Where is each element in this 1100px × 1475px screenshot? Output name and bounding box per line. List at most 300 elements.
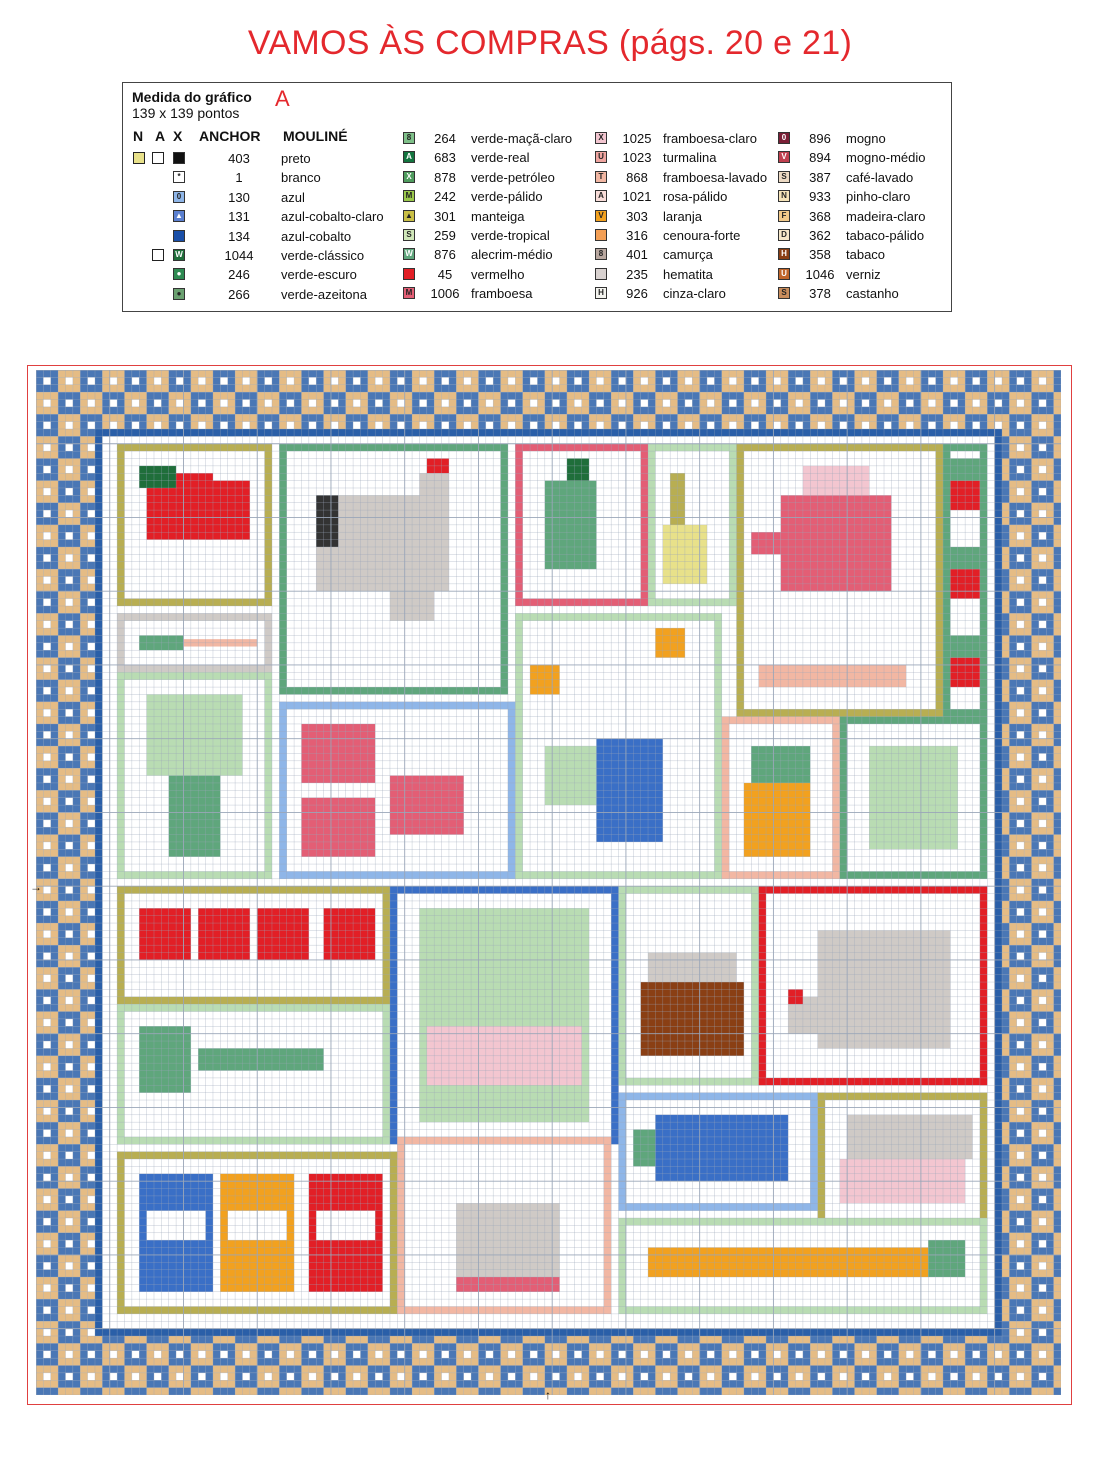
border-stitch bbox=[1046, 658, 1053, 665]
border-stitch bbox=[1054, 547, 1061, 554]
border-stitch bbox=[604, 1373, 611, 1380]
border-stitch bbox=[139, 1388, 146, 1395]
border-stitch bbox=[228, 1343, 235, 1350]
border-stitch bbox=[65, 1270, 72, 1277]
border-stitch bbox=[891, 1351, 898, 1358]
border-stitch bbox=[51, 849, 58, 856]
border-stitch bbox=[65, 1388, 72, 1395]
border-stitch bbox=[1046, 842, 1053, 849]
border-stitch bbox=[1017, 1137, 1024, 1144]
border-stitch bbox=[943, 399, 950, 406]
border-stitch bbox=[678, 1336, 685, 1343]
border-stitch bbox=[36, 1211, 43, 1218]
border-stitch bbox=[88, 1240, 95, 1247]
border-stitch bbox=[973, 1373, 980, 1380]
border-stitch bbox=[442, 370, 449, 377]
border-stitch bbox=[766, 1380, 773, 1387]
border-stitch bbox=[1054, 488, 1061, 495]
color-swatch bbox=[595, 268, 607, 280]
border-stitch bbox=[1002, 1189, 1009, 1196]
border-stitch bbox=[1039, 495, 1046, 502]
border-stitch bbox=[1024, 1181, 1031, 1188]
border-stitch bbox=[154, 399, 161, 406]
border-stitch bbox=[1039, 746, 1046, 753]
border-stitch bbox=[995, 377, 1002, 384]
border-stitch bbox=[390, 1380, 397, 1387]
border-stitch bbox=[124, 1373, 131, 1380]
border-stitch bbox=[1002, 562, 1009, 569]
border-stitch bbox=[132, 1343, 139, 1350]
border-stitch bbox=[43, 1211, 50, 1218]
border-stitch bbox=[43, 1122, 50, 1129]
border-stitch bbox=[847, 1373, 854, 1380]
border-stitch bbox=[589, 370, 596, 377]
legend-row bbox=[778, 226, 968, 245]
border-stitch bbox=[58, 1093, 65, 1100]
border-stitch bbox=[1002, 399, 1009, 406]
border-stitch bbox=[132, 399, 139, 406]
border-stitch bbox=[73, 687, 80, 694]
color-swatch: S bbox=[778, 171, 790, 183]
border-stitch bbox=[51, 989, 58, 996]
border-stitch bbox=[331, 407, 338, 414]
border-stitch bbox=[1002, 1196, 1009, 1203]
border-stitch bbox=[1024, 613, 1031, 620]
border-stitch bbox=[508, 1373, 515, 1380]
color-swatch: U bbox=[595, 151, 607, 163]
border-stitch bbox=[869, 1358, 876, 1365]
border-stitch bbox=[1046, 643, 1053, 650]
border-stitch bbox=[442, 1343, 449, 1350]
border-stitch bbox=[43, 1130, 50, 1137]
border-stitch bbox=[265, 392, 272, 399]
border-stitch bbox=[1039, 717, 1046, 724]
border-stitch bbox=[147, 1343, 154, 1350]
border-stitch bbox=[43, 466, 50, 473]
border-stitch bbox=[744, 399, 751, 406]
border-stitch bbox=[759, 407, 766, 414]
border-stitch bbox=[58, 584, 65, 591]
border-stitch bbox=[1017, 761, 1024, 768]
border-stitch bbox=[368, 1336, 375, 1343]
border-stitch bbox=[501, 377, 508, 384]
border-stitch bbox=[486, 392, 493, 399]
mouline-name: verde-maçã-claro bbox=[471, 131, 573, 146]
color-swatch bbox=[595, 229, 607, 241]
border-stitch bbox=[80, 805, 87, 812]
border-stitch bbox=[88, 923, 95, 930]
anchor-code: 876 bbox=[434, 247, 456, 263]
border-stitch bbox=[43, 599, 50, 606]
border-stitch bbox=[1009, 635, 1016, 642]
border-stitch bbox=[1032, 1063, 1039, 1070]
eggplant-panel bbox=[619, 1093, 818, 1100]
border-stitch bbox=[51, 871, 58, 878]
border-stitch bbox=[250, 392, 257, 399]
legend-row bbox=[595, 226, 785, 245]
border-stitch bbox=[493, 1388, 500, 1395]
border-stitch bbox=[117, 1336, 124, 1343]
border-stitch bbox=[58, 864, 65, 871]
border-stitch bbox=[987, 377, 994, 384]
border-stitch bbox=[464, 392, 471, 399]
border-stitch bbox=[176, 370, 183, 377]
border-stitch bbox=[58, 1225, 65, 1232]
border-stitch bbox=[58, 1203, 65, 1210]
border-stitch bbox=[213, 385, 220, 392]
border-stitch bbox=[80, 1299, 87, 1306]
border-stitch bbox=[353, 414, 360, 421]
border-stitch bbox=[1046, 540, 1053, 547]
border-stitch bbox=[1009, 1159, 1016, 1166]
border-stitch bbox=[73, 495, 80, 502]
border-stitch bbox=[1009, 1262, 1016, 1269]
broccoli-panel bbox=[117, 672, 272, 679]
border-stitch bbox=[1046, 967, 1053, 974]
border-stitch bbox=[1009, 517, 1016, 524]
border-stitch bbox=[1039, 1373, 1046, 1380]
border-stitch bbox=[51, 857, 58, 864]
border-stitch bbox=[397, 1366, 404, 1373]
border-stitch bbox=[1039, 1078, 1046, 1085]
border-stitch bbox=[139, 1358, 146, 1365]
border-stitch bbox=[537, 377, 544, 384]
border-stitch bbox=[124, 1358, 131, 1365]
border-stitch bbox=[1039, 658, 1046, 665]
border-stitch bbox=[995, 1366, 1002, 1373]
border-stitch bbox=[884, 1358, 891, 1365]
border-stitch bbox=[1032, 820, 1039, 827]
border-stitch bbox=[95, 1336, 102, 1343]
border-stitch bbox=[43, 908, 50, 915]
border-stitch bbox=[65, 989, 72, 996]
border-stitch bbox=[434, 422, 441, 429]
border-stitch bbox=[65, 1248, 72, 1255]
border-stitch bbox=[796, 1351, 803, 1358]
border-stitch bbox=[1046, 451, 1053, 458]
border-stitch bbox=[1032, 768, 1039, 775]
border-stitch bbox=[589, 1351, 596, 1358]
border-stitch bbox=[604, 407, 611, 414]
border-stitch bbox=[737, 1336, 744, 1343]
border-stitch bbox=[1009, 658, 1016, 665]
border-stitch bbox=[1054, 1358, 1061, 1365]
border-stitch bbox=[1039, 871, 1046, 878]
border-stitch bbox=[744, 370, 751, 377]
border-stitch bbox=[442, 385, 449, 392]
border-stitch bbox=[744, 407, 751, 414]
border-stitch bbox=[309, 407, 316, 414]
border-stitch bbox=[405, 407, 412, 414]
border-stitch bbox=[88, 436, 95, 443]
border-stitch bbox=[397, 1343, 404, 1350]
border-stitch bbox=[1002, 997, 1009, 1004]
border-stitch bbox=[95, 1366, 102, 1373]
border-stitch bbox=[655, 407, 662, 414]
border-stitch bbox=[80, 960, 87, 967]
border-stitch bbox=[641, 407, 648, 414]
border-stitch bbox=[287, 1343, 294, 1350]
border-stitch bbox=[670, 399, 677, 406]
border-stitch bbox=[43, 672, 50, 679]
border-stitch bbox=[574, 1388, 581, 1395]
border-stitch bbox=[442, 1351, 449, 1358]
border-stitch bbox=[707, 1366, 714, 1373]
border-stitch bbox=[1024, 517, 1031, 524]
anchor-code: 316 bbox=[626, 228, 648, 243]
border-stitch bbox=[965, 1373, 972, 1380]
border-stitch bbox=[154, 422, 161, 429]
border-stitch bbox=[228, 377, 235, 384]
border-stitch bbox=[1002, 1203, 1009, 1210]
border-stitch bbox=[88, 1063, 95, 1070]
border-stitch bbox=[427, 414, 434, 421]
border-stitch bbox=[619, 407, 626, 414]
border-stitch bbox=[692, 1358, 699, 1365]
border-stitch bbox=[1009, 599, 1016, 606]
border-stitch bbox=[1032, 871, 1039, 878]
border-stitch bbox=[88, 1203, 95, 1210]
border-stitch bbox=[663, 422, 670, 429]
mouline-name: verde-petróleo bbox=[471, 169, 555, 185]
border-stitch bbox=[1039, 702, 1046, 709]
legend-row bbox=[778, 207, 968, 226]
border-stitch bbox=[1024, 1307, 1031, 1314]
border-stitch bbox=[1002, 1063, 1009, 1070]
border-stitch bbox=[1009, 1218, 1016, 1225]
border-stitch bbox=[604, 1380, 611, 1387]
border-stitch bbox=[1002, 370, 1009, 377]
border-stitch bbox=[1017, 805, 1024, 812]
border-stitch bbox=[1002, 827, 1009, 834]
border-stitch bbox=[88, 370, 95, 377]
border-stitch bbox=[73, 975, 80, 982]
border-stitch bbox=[154, 1358, 161, 1365]
border-stitch bbox=[1054, 1056, 1061, 1063]
border-stitch bbox=[1002, 1012, 1009, 1019]
border-stitch bbox=[51, 938, 58, 945]
border-stitch bbox=[65, 1292, 72, 1299]
border-stitch bbox=[73, 694, 80, 701]
border-stitch bbox=[360, 414, 367, 421]
border-stitch bbox=[51, 1329, 58, 1336]
border-stitch bbox=[228, 385, 235, 392]
border-stitch bbox=[1046, 739, 1053, 746]
border-stitch bbox=[449, 1388, 456, 1395]
border-stitch bbox=[1002, 576, 1009, 583]
border-stitch bbox=[265, 1336, 272, 1343]
border-stitch bbox=[73, 790, 80, 797]
border-stitch bbox=[434, 399, 441, 406]
border-stitch bbox=[973, 1336, 980, 1343]
border-stitch bbox=[309, 1388, 316, 1395]
border-stitch bbox=[368, 399, 375, 406]
border-stitch bbox=[397, 1380, 404, 1387]
border-stitch bbox=[1046, 1144, 1053, 1151]
border-stitch bbox=[1024, 945, 1031, 952]
border-stitch bbox=[1039, 606, 1046, 613]
border-stitch bbox=[331, 422, 338, 429]
border-stitch bbox=[272, 1380, 279, 1387]
border-stitch bbox=[1024, 717, 1031, 724]
border-stitch bbox=[1046, 562, 1053, 569]
border-stitch bbox=[700, 1388, 707, 1395]
border-stitch bbox=[596, 1351, 603, 1358]
border-stitch bbox=[419, 385, 426, 392]
border-stitch bbox=[648, 392, 655, 399]
border-stitch bbox=[825, 1366, 832, 1373]
mouline-name: azul-cobalto-claro bbox=[281, 209, 384, 225]
border-stitch bbox=[1054, 1012, 1061, 1019]
border-stitch bbox=[110, 422, 117, 429]
border-stitch bbox=[1017, 1019, 1024, 1026]
border-stitch bbox=[619, 1343, 626, 1350]
border-stitch bbox=[43, 1225, 50, 1232]
border-stitch bbox=[346, 1373, 353, 1380]
border-stitch bbox=[995, 414, 1002, 421]
border-stitch bbox=[272, 392, 279, 399]
border-stitch bbox=[928, 1343, 935, 1350]
border-stitch bbox=[744, 392, 751, 399]
border-stitch bbox=[442, 422, 449, 429]
border-stitch bbox=[139, 385, 146, 392]
border-stitch bbox=[36, 385, 43, 392]
border-stitch bbox=[611, 1343, 618, 1350]
border-stitch bbox=[80, 694, 87, 701]
border-stitch bbox=[943, 392, 950, 399]
border-stitch bbox=[914, 1336, 921, 1343]
border-stitch bbox=[58, 554, 65, 561]
border-stitch bbox=[206, 399, 213, 406]
border-stitch bbox=[51, 576, 58, 583]
border-stitch bbox=[1002, 466, 1009, 473]
border-stitch bbox=[626, 1358, 633, 1365]
border-stitch bbox=[567, 422, 574, 429]
border-stitch bbox=[88, 901, 95, 908]
border-stitch bbox=[1009, 466, 1016, 473]
border-stitch bbox=[80, 1373, 87, 1380]
border-stitch bbox=[995, 407, 1002, 414]
border-stitch bbox=[58, 687, 65, 694]
border-stitch bbox=[596, 1343, 603, 1350]
border-stitch bbox=[478, 407, 485, 414]
border-stitch bbox=[884, 1343, 891, 1350]
border-stitch bbox=[228, 1373, 235, 1380]
border-stitch bbox=[51, 894, 58, 901]
border-stitch bbox=[678, 1380, 685, 1387]
border-stitch bbox=[368, 1358, 375, 1365]
border-stitch bbox=[51, 1144, 58, 1151]
border-stitch bbox=[1032, 503, 1039, 510]
border-stitch bbox=[1046, 776, 1053, 783]
border-stitch bbox=[663, 392, 670, 399]
border-stitch bbox=[88, 422, 95, 429]
border-stitch bbox=[316, 1388, 323, 1395]
border-stitch bbox=[1024, 820, 1031, 827]
anchor-code: 401 bbox=[626, 247, 648, 263]
border-stitch bbox=[147, 1358, 154, 1365]
border-stitch bbox=[1046, 1130, 1053, 1137]
border-stitch bbox=[619, 1373, 626, 1380]
border-stitch bbox=[65, 1307, 72, 1314]
border-stitch bbox=[508, 377, 515, 384]
border-stitch bbox=[80, 1358, 87, 1365]
border-stitch bbox=[43, 488, 50, 495]
border-stitch bbox=[198, 1380, 205, 1387]
border-stitch bbox=[242, 1351, 249, 1358]
border-stitch bbox=[1039, 1292, 1046, 1299]
border-stitch bbox=[51, 1063, 58, 1070]
border-stitch bbox=[331, 370, 338, 377]
border-stitch bbox=[331, 399, 338, 406]
border-stitch bbox=[36, 643, 43, 650]
border-stitch bbox=[1039, 1056, 1046, 1063]
legend-row bbox=[778, 187, 968, 206]
color-swatch: U bbox=[778, 268, 790, 280]
border-stitch bbox=[65, 643, 72, 650]
border-stitch bbox=[810, 1366, 817, 1373]
border-stitch bbox=[80, 525, 87, 532]
border-stitch bbox=[1054, 554, 1061, 561]
border-stitch bbox=[464, 370, 471, 377]
border-stitch bbox=[257, 370, 264, 377]
border-stitch bbox=[744, 422, 751, 429]
border-stitch bbox=[670, 1336, 677, 1343]
border-stitch bbox=[88, 1026, 95, 1033]
border-stitch bbox=[1046, 989, 1053, 996]
border-stitch bbox=[921, 1358, 928, 1365]
border-stitch bbox=[589, 399, 596, 406]
border-stitch bbox=[257, 1388, 264, 1395]
border-stitch bbox=[117, 1343, 124, 1350]
border-stitch bbox=[206, 422, 213, 429]
border-stitch bbox=[788, 1366, 795, 1373]
border-stitch bbox=[1046, 569, 1053, 576]
border-stitch bbox=[1017, 1012, 1024, 1019]
border-stitch bbox=[552, 1366, 559, 1373]
border-stitch bbox=[80, 1329, 87, 1336]
border-stitch bbox=[1017, 392, 1024, 399]
legend-row bbox=[595, 207, 785, 226]
border-stitch bbox=[73, 783, 80, 790]
border-stitch bbox=[58, 650, 65, 657]
border-stitch bbox=[346, 385, 353, 392]
border-stitch bbox=[1054, 466, 1061, 473]
border-stitch bbox=[515, 377, 522, 384]
border-stitch bbox=[51, 621, 58, 628]
border-stitch bbox=[589, 1366, 596, 1373]
color-swatch: A bbox=[595, 190, 607, 202]
border-stitch bbox=[707, 377, 714, 384]
border-stitch bbox=[759, 1351, 766, 1358]
border-stitch bbox=[73, 798, 80, 805]
border-stitch bbox=[648, 377, 655, 384]
border-stitch bbox=[1009, 776, 1016, 783]
border-stitch bbox=[515, 392, 522, 399]
border-stitch bbox=[493, 377, 500, 384]
border-stitch bbox=[1039, 694, 1046, 701]
legend-row bbox=[403, 226, 593, 245]
border-stitch bbox=[737, 1343, 744, 1350]
border-stitch bbox=[832, 1373, 839, 1380]
border-stitch bbox=[1039, 1100, 1046, 1107]
border-stitch bbox=[950, 1380, 957, 1387]
border-stitch bbox=[73, 923, 80, 930]
border-stitch bbox=[1054, 407, 1061, 414]
border-stitch bbox=[1046, 385, 1053, 392]
border-stitch bbox=[442, 1366, 449, 1373]
border-stitch bbox=[95, 1358, 102, 1365]
